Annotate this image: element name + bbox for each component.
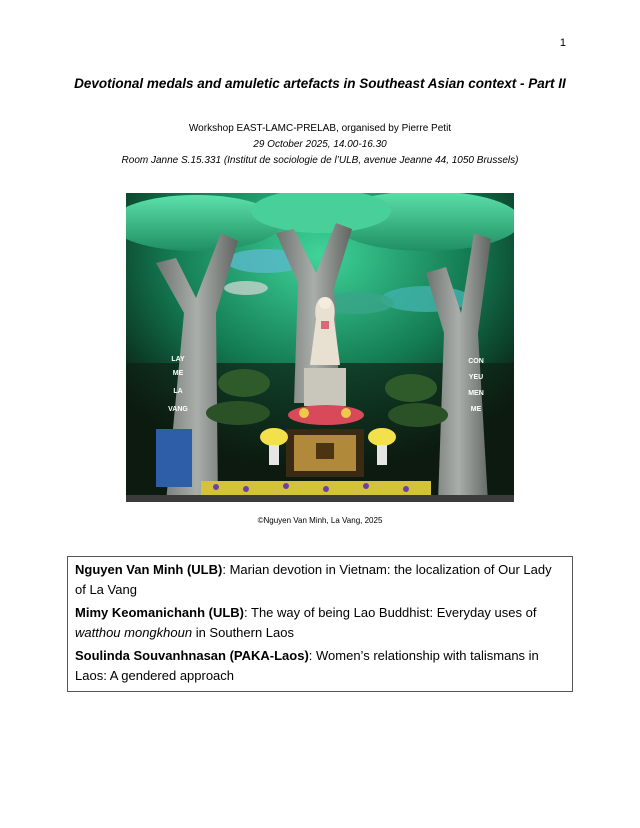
page-number: 1	[559, 37, 566, 49]
speaker-name: Nguyen Van Minh (ULB)	[75, 562, 223, 577]
program-item	[75, 603, 562, 643]
tree-left-text-4: VANG	[168, 406, 188, 413]
tree-right-text-2: YEU	[468, 374, 484, 381]
tree-right-text-3: MEN	[468, 390, 484, 397]
speaker-name: Mimy Keomanichanh (ULB)	[75, 605, 245, 620]
speaker-name: Soulinda Souvanhnasan (PAKA-Laos)	[75, 648, 309, 663]
talk-title-end: in Southern Laos	[192, 625, 294, 640]
tree-left-text-3: LA	[173, 388, 183, 395]
program-item	[75, 560, 562, 600]
tree-right-text-4: ME	[470, 406, 482, 413]
document-title: Devotional medals and amuletic artefacts in Southeast Asian context - Part II	[74, 76, 566, 91]
talk-title: : Marian devotion in Vietnam: the localization of Our Lady of La Vang	[75, 562, 552, 597]
workshop-room: Room Janne S.15.331 (Institut de sociologie de l’ULB, avenue Jeanne 44, 1050 Brussels)	[121, 155, 519, 166]
tree-left-text-2: ME	[172, 370, 184, 377]
tree-left-text-1: LAY	[171, 356, 185, 363]
talk-title: : Women’s relationship with talismans in Laos: A gendered approach	[75, 648, 539, 683]
program-box	[67, 556, 573, 692]
workshop-date: 29 October 2025, 14.00-16.30	[253, 139, 387, 150]
workshop-line: Workshop EAST-LAMC-PRELAB, organised by Pierre Petit	[188, 123, 452, 134]
photo-caption: ©Nguyen Van Minh, La Vang, 2025	[257, 516, 383, 525]
tree-right-text-1: CON	[468, 358, 484, 365]
program-item	[75, 646, 562, 686]
talk-title: : The way of being Lao Buddhist: Everyday uses of	[244, 605, 537, 620]
la-vang-shrine-photo	[126, 193, 514, 502]
talk-title-italic: watthou mongkhoun	[75, 625, 193, 640]
